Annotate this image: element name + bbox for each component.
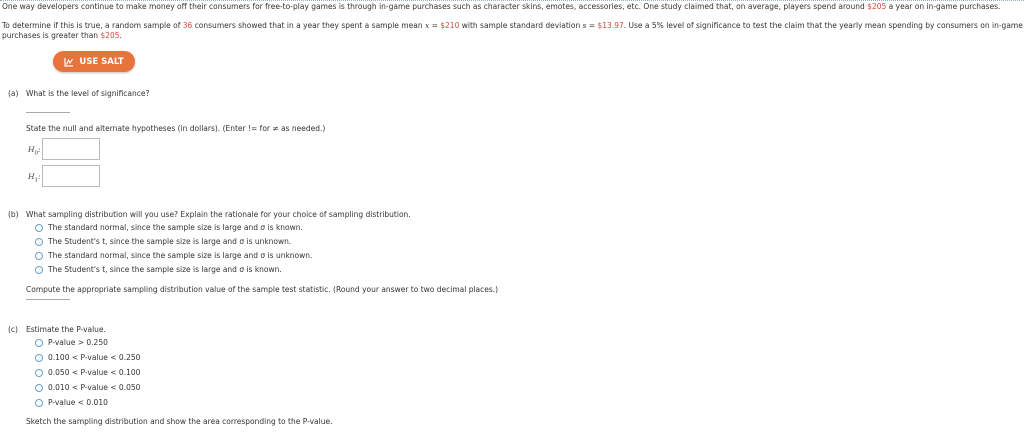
pvalue-option-1[interactable]: P-value > 0.250 <box>35 338 108 347</box>
sampling-option-2[interactable]: The Student's t, since the sample size is large and σ is unknown. <box>35 237 291 246</box>
pvalue-option-5[interactable]: P-value < 0.010 <box>35 398 108 407</box>
sample-size: 36 <box>182 21 193 30</box>
use-salt-label: USE SALT <box>79 56 124 67</box>
sample-sd: $13.97 <box>597 21 624 30</box>
use-salt-button[interactable] <box>53 51 135 72</box>
h0-input[interactable] <box>42 138 100 160</box>
part-c-letter: (c) <box>8 325 18 334</box>
pvalue-option-2[interactable]: 0.100 < P-value < 0.250 <box>35 353 140 362</box>
significance-answer-blank[interactable] <box>26 112 70 113</box>
problem-line-2: purchases is greater than $205. <box>2 31 122 40</box>
problem-line-1: To determine if this is true, a random sample of 36 consumers showed that in a year they spent a sample mean x = $210 with sample standard deviation s = $13.97. Use a 5% level of significance to test the claim that the yearly mean spending by consumers on in-game <box>2 21 1023 30</box>
test-statistic-answer-blank[interactable] <box>26 299 70 300</box>
h1-label: $H_1$: <box>28 172 41 184</box>
compute-instruction: Compute the appropriate sampling distribution value of the sample test statistic. (Round your answer to two decimal places.) <box>26 285 499 294</box>
radio-button[interactable] <box>35 384 43 392</box>
radio-button[interactable] <box>35 252 43 260</box>
sketch-instruction: Sketch the sampling distribution and show the area corresponding to the P-value. <box>26 417 333 426</box>
radio-button[interactable] <box>35 399 43 407</box>
hypothesized-mean: $205 <box>100 31 120 40</box>
sampling-option-1[interactable]: The standard normal, since the sample size is large and σ is known. <box>35 223 303 232</box>
part-a-letter: (a) <box>8 89 19 98</box>
radio-button[interactable] <box>35 339 43 347</box>
hypotheses-instruction: State the null and alternate hypotheses (in dollars). (Enter != for ≠ as needed.) <box>26 124 326 133</box>
sampling-option-3[interactable]: The standard normal, since the sample size is large and σ is unknown. <box>35 251 312 260</box>
top-border <box>0 0 1024 1</box>
radio-button[interactable] <box>35 224 43 232</box>
pvalue-option-3[interactable]: 0.050 < P-value < 0.100 <box>35 368 140 377</box>
salt-chart-icon <box>64 57 74 67</box>
h1-input[interactable] <box>42 165 100 187</box>
part-a-question: What is the level of significance? <box>26 89 150 98</box>
sample-mean: $210 <box>440 21 460 30</box>
pvalue-option-4[interactable]: 0.010 < P-value < 0.050 <box>35 383 140 392</box>
radio-button[interactable] <box>35 354 43 362</box>
intro-text: One way developers continue to make money off their consumers for free-to-play games is through in-game purchases such as character skins, emotes, accessories, etc. One study claimed that, on average, players spend around $205 a year on in-game purchases. <box>2 2 1001 11</box>
radio-button[interactable] <box>35 238 43 246</box>
radio-button[interactable] <box>35 266 43 274</box>
part-b-question: What sampling distribution will you use? Explain the rationale for your choice of sampling distribution. <box>26 210 411 219</box>
sampling-option-4[interactable]: The Student's t, since the sample size is large and σ is known. <box>35 265 282 274</box>
radio-button[interactable] <box>35 369 43 377</box>
part-c-question: Estimate the P-value. <box>26 325 106 334</box>
part-b-letter: (b) <box>8 210 19 219</box>
claim-value: $205 <box>867 2 887 11</box>
h0-label: $H_0$: <box>28 145 41 157</box>
